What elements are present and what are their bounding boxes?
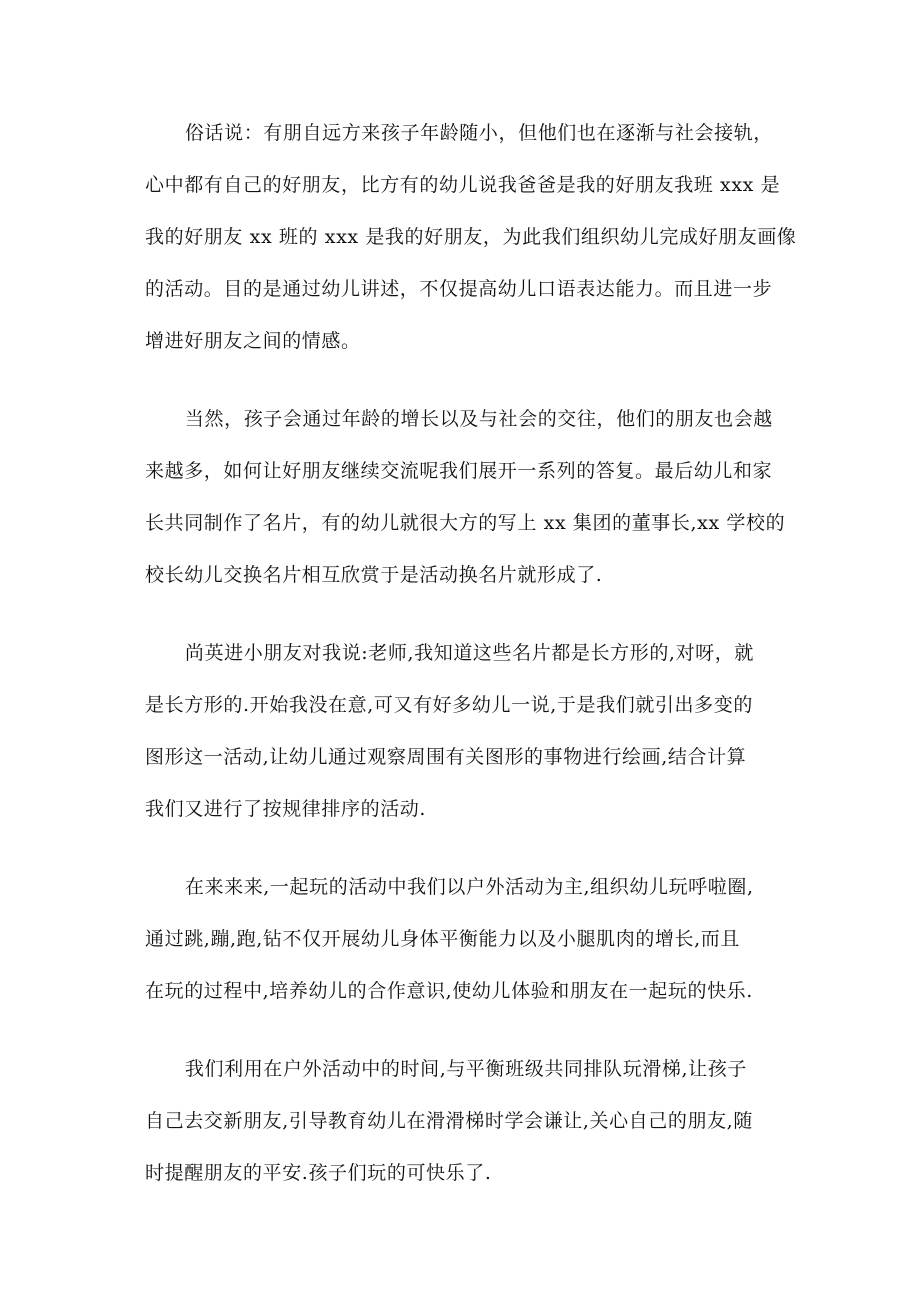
paragraph-line: 通过跳,蹦,跑,钻不仅开展幼儿身体平衡能力以及小腿肌肉的增长,而且: [145, 928, 740, 950]
paragraph-line: 长共同制作了名片，有的幼儿就很大方的写上 xx 集团的董事长,xx 学校的: [145, 512, 786, 534]
paragraph-line: 心中都有自己的好朋友，比方有的幼儿说我爸爸是我的好朋友我班 xxx 是: [145, 174, 781, 196]
paragraph-line: 图形这一活动,让幼儿通过观察周围有关图形的事物进行绘画,结合计算: [145, 746, 747, 768]
paragraph-line: 我们又进行了按规律排序的活动.: [145, 798, 427, 820]
paragraph-line: 我的好朋友 xx 班的 xxx 是我的好朋友，为此我们组织幼儿完成好朋友画像: [145, 226, 797, 248]
paragraph-3: [145, 627, 785, 835]
document-body: [145, 107, 797, 1225]
paragraph-line: 尚英进小朋友对我说:老师,我知道这些名片都是长方形的,对呀，就: [184, 642, 754, 664]
paragraph-line: 当然，孩子会通过年龄的增长以及与社会的交往，他们的朋友也会越: [184, 408, 773, 430]
paragraph-line: 来越多，如何让好朋友继续交流呢我们展开一系列的答复。最后幼儿和家: [145, 460, 773, 482]
paragraph-line: 自己去交新朋友,引导教育幼儿在滑滑梯时学会谦让,关心自己的朋友,随: [145, 1110, 753, 1132]
paragraph-line: 时提醒朋友的平安.孩子们玩的可快乐了.: [145, 1162, 492, 1184]
paragraph-2: [145, 393, 785, 601]
paragraph-5: [145, 1043, 785, 1199]
paragraph-line: 在来来来,一起玩的活动中我们以户外活动为主,组织幼儿玩呼啦圈,: [184, 876, 754, 898]
paragraph-line: 俗话说：有朋自远方来孩子年龄随小，但他们也在逐渐与社会接轨，: [184, 122, 773, 144]
paragraph-line: 校长幼儿交换名片相互欣赏于是活动换名片就形成了.: [145, 564, 603, 586]
paragraph-4: [145, 861, 785, 1017]
paragraph-1: [145, 107, 797, 367]
paragraph-line: 是长方形的.开始我没在意,可又有好多幼儿一说,于是我们就引出多变的: [145, 694, 753, 716]
paragraph-line: 我们利用在户外活动中的时间,与平衡班级共同排队玩滑梯,让孩子: [184, 1058, 747, 1080]
paragraph-line: 的活动。目的是通过幼儿讲述，不仅提高幼儿口语表达能力。而且进一步: [145, 278, 773, 300]
paragraph-line: 增进好朋友之间的情感。: [145, 330, 361, 352]
paragraph-line: 在玩的过程中,培养幼儿的合作意识,使幼儿体验和朋友在一起玩的快乐.: [145, 980, 753, 1002]
